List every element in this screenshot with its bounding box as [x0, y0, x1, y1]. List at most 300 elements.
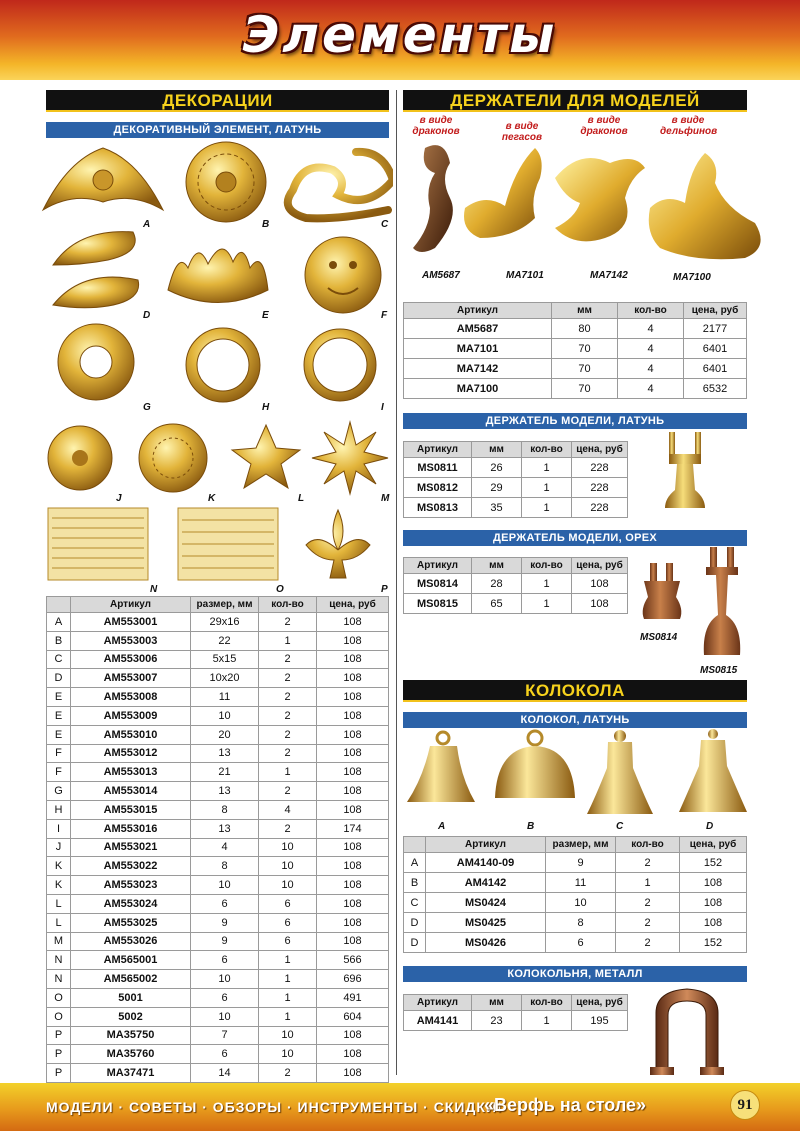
- table-cell: 6401: [684, 359, 747, 379]
- item-label-j: J: [116, 493, 122, 504]
- table-cell: AM4140-09: [426, 853, 546, 873]
- table-cell: 6: [191, 988, 259, 1007]
- table-cell: F: [47, 763, 71, 782]
- item-label-f: F: [381, 310, 388, 321]
- table-cell: C: [47, 650, 71, 669]
- table-cell: 1: [616, 873, 680, 893]
- table-cell: AM553015: [71, 800, 191, 819]
- table-cell: 23: [472, 1011, 522, 1031]
- table-cell: K: [47, 876, 71, 895]
- table-cell: MS0815: [404, 594, 472, 614]
- bells-gallery: [405, 728, 750, 820]
- table-cell: AM565001: [71, 951, 191, 970]
- table-cell: AM553023: [71, 876, 191, 895]
- col-header-qty: кол-во: [522, 442, 572, 458]
- table-cell: 11: [546, 873, 616, 893]
- brass-holder-price-table: [403, 441, 628, 518]
- table-cell: 195: [572, 1011, 628, 1031]
- table-cell: 1: [259, 970, 317, 989]
- table-cell: MS0814: [404, 574, 472, 594]
- table-cell: 108: [317, 782, 389, 801]
- table-cell: L: [47, 894, 71, 913]
- table-cell: 108: [680, 913, 747, 933]
- item-e-crown: [168, 249, 268, 303]
- brass-holder-subheader: ДЕРЖАТЕЛЬ МОДЕЛИ, ЛАТУНЬ: [403, 413, 747, 429]
- col-header-mm: мм: [472, 995, 522, 1011]
- table-cell: 1: [522, 574, 572, 594]
- table-cell: 108: [317, 725, 389, 744]
- table-cell: 2: [616, 853, 680, 873]
- table-cell: MS0426: [426, 933, 546, 953]
- item-f-lion-head: [305, 237, 381, 313]
- table-cell: 108: [317, 744, 389, 763]
- table-cell: 14: [191, 1064, 259, 1083]
- table-cell: H: [47, 800, 71, 819]
- table-row: [47, 932, 389, 951]
- table-cell: 28: [472, 574, 522, 594]
- col-header-article: Артикул: [404, 995, 472, 1011]
- table-cell: A: [404, 853, 426, 873]
- col-header-price: цена, руб: [572, 995, 628, 1011]
- table-cell: AM553010: [71, 725, 191, 744]
- table-cell: MS0812: [404, 478, 472, 498]
- section-holders-header: ДЕРЖАТЕЛИ ДЛЯ МОДЕЛЕЙ: [403, 90, 747, 112]
- table-cell: 6: [259, 894, 317, 913]
- bells-price-table: [403, 836, 747, 953]
- table-cell: E: [47, 706, 71, 725]
- table-cell: 2: [259, 1064, 317, 1083]
- table-cell: 6: [191, 951, 259, 970]
- col-header-mm: мм: [472, 558, 522, 574]
- table-cell: 7: [191, 1026, 259, 1045]
- bell-label-b: B: [527, 821, 535, 832]
- item-d-scroll-pair: [53, 232, 139, 308]
- walnut-holder-subheader: ДЕРЖАТЕЛЬ МОДЕЛИ, ОРЕХ: [403, 530, 747, 546]
- table-cell: 9: [546, 853, 616, 873]
- table-cell: AM553025: [71, 913, 191, 932]
- belfry-image: [650, 985, 725, 1077]
- table-cell: AM553009: [71, 706, 191, 725]
- table-cell: 566: [317, 951, 389, 970]
- table-row: [404, 379, 747, 399]
- table-cell: L: [47, 913, 71, 932]
- table-cell: 20: [191, 725, 259, 744]
- table-cell: AM565002: [71, 970, 191, 989]
- table-cell: 6: [191, 1045, 259, 1064]
- table-cell: 108: [317, 894, 389, 913]
- table-row: [47, 613, 389, 632]
- table-row: [404, 594, 628, 614]
- table-cell: 6532: [684, 379, 747, 399]
- item-label-k: K: [208, 493, 216, 504]
- table-cell: 70: [552, 339, 618, 359]
- item-label-g: G: [143, 402, 151, 413]
- table-row: [47, 650, 389, 669]
- table-cell: AM553001: [71, 613, 191, 632]
- col-header-price: цена, руб: [684, 303, 747, 319]
- table-cell: MS0425: [426, 913, 546, 933]
- table-row: [47, 688, 389, 707]
- bell-label-d: D: [706, 821, 714, 832]
- table-cell: 108: [572, 594, 628, 614]
- table-cell: 2: [259, 669, 317, 688]
- table-cell: 108: [317, 857, 389, 876]
- table-cell: B: [47, 631, 71, 650]
- item-l-star: [232, 425, 300, 488]
- table-cell: 10: [259, 876, 317, 895]
- table-cell: 1: [259, 763, 317, 782]
- item-label-b: B: [262, 219, 270, 230]
- item-label-o: O: [276, 584, 284, 595]
- table-cell: 108: [317, 650, 389, 669]
- table-cell: AM553008: [71, 688, 191, 707]
- item-label-i: I: [381, 402, 384, 413]
- table-cell: 9: [191, 932, 259, 951]
- walnut-holder-images: [630, 545, 760, 665]
- bell-b: [495, 731, 575, 798]
- table-row: [47, 819, 389, 838]
- table-cell: A: [47, 613, 71, 632]
- table-cell: 152: [680, 933, 747, 953]
- col-header-article: Артикул: [71, 597, 191, 613]
- table-row: [47, 857, 389, 876]
- table-cell: 4: [618, 359, 684, 379]
- table-cell: 108: [572, 574, 628, 594]
- item-j-flower-cap: [48, 426, 112, 490]
- walnut-holder-small: [643, 563, 682, 619]
- table-cell: 80: [552, 319, 618, 339]
- table-cell: 2: [259, 782, 317, 801]
- table-row: [47, 1007, 389, 1026]
- col-header-price: цена, руб: [317, 597, 389, 613]
- table-row: [47, 876, 389, 895]
- col-header-price: цена, руб: [572, 442, 628, 458]
- bell-d: [679, 729, 747, 812]
- table-cell: 6: [546, 933, 616, 953]
- table-cell: 29: [472, 478, 522, 498]
- table-row: [47, 706, 389, 725]
- table-cell: 10: [191, 876, 259, 895]
- table-cell: D: [404, 913, 426, 933]
- table-cell: 108: [317, 800, 389, 819]
- table-cell: 2: [259, 725, 317, 744]
- walnut-label-ms0814: MS0814: [640, 632, 678, 643]
- table-cell: O: [47, 1007, 71, 1026]
- item-label-d: D: [143, 310, 151, 321]
- item-label-a: A: [143, 219, 151, 230]
- col-header-article: Артикул: [404, 442, 472, 458]
- table-cell: 29x16: [191, 613, 259, 632]
- table-cell: 108: [317, 876, 389, 895]
- table-row: [47, 725, 389, 744]
- walnut-label-ms0815: MS0815: [700, 665, 738, 676]
- table-row: [47, 894, 389, 913]
- col-header-qty: кол-во: [522, 558, 572, 574]
- table-cell: 35: [472, 498, 522, 518]
- section-decorations-header: ДЕКОРАЦИИ: [46, 90, 389, 112]
- table-cell: AM553012: [71, 744, 191, 763]
- table-cell: K: [47, 857, 71, 876]
- table-cell: 10: [191, 1007, 259, 1026]
- table-cell: D: [404, 933, 426, 953]
- col-header-letter: [47, 597, 71, 613]
- holder-code-3: MA7142: [590, 270, 628, 281]
- table-row: [47, 970, 389, 989]
- table-row: [47, 1064, 389, 1083]
- col-header-qty: кол-во: [522, 995, 572, 1011]
- holder-caption-1: в виде драконов: [412, 115, 460, 137]
- table-cell: MS0813: [404, 498, 472, 518]
- table-cell: 6: [191, 894, 259, 913]
- table-cell: AM553021: [71, 838, 191, 857]
- holder-caption-2: в виде пегасов: [501, 121, 543, 143]
- table-row: [404, 913, 747, 933]
- table-cell: 108: [317, 838, 389, 857]
- table-cell: 696: [317, 970, 389, 989]
- table-cell: 1: [522, 1011, 572, 1031]
- holder-dragon-bronze: [413, 145, 453, 252]
- table-cell: 10: [259, 1045, 317, 1064]
- table-cell: 1: [259, 1007, 317, 1026]
- table-cell: 5001: [71, 988, 191, 1007]
- table-cell: 4: [259, 800, 317, 819]
- col-header-article: Артикул: [404, 303, 552, 319]
- col-header-qty: кол-во: [616, 837, 680, 853]
- item-m-star: [312, 422, 388, 494]
- table-row: [404, 359, 747, 379]
- table-cell: 2177: [684, 319, 747, 339]
- table-cell: 6401: [684, 339, 747, 359]
- table-cell: 108: [317, 688, 389, 707]
- holders-price-table: [403, 302, 747, 399]
- item-label-c: C: [381, 219, 389, 230]
- table-row: [47, 951, 389, 970]
- table-cell: 2: [259, 819, 317, 838]
- table-cell: MA35760: [71, 1045, 191, 1064]
- table-cell: 2: [259, 613, 317, 632]
- table-cell: 604: [317, 1007, 389, 1026]
- column-divider: [396, 90, 397, 1075]
- table-cell: 174: [317, 819, 389, 838]
- col-header-price: цена, руб: [680, 837, 747, 853]
- table-cell: 1: [522, 498, 572, 518]
- footer-tagline: МОДЕЛИ · СОВЕТЫ · ОБЗОРЫ · ИНСТРУМЕНТЫ · СКИДКИ!: [46, 1099, 503, 1115]
- table-cell: 4: [618, 339, 684, 359]
- table-cell: 13: [191, 819, 259, 838]
- table-cell: E: [47, 688, 71, 707]
- table-row: [404, 498, 628, 518]
- table-cell: D: [47, 669, 71, 688]
- holder-code-1: AM5687: [422, 270, 460, 281]
- table-cell: AM4141: [404, 1011, 472, 1031]
- table-row: [404, 893, 747, 913]
- table-cell: AM5687: [404, 319, 552, 339]
- table-cell: E: [47, 725, 71, 744]
- table-cell: 10: [191, 970, 259, 989]
- table-row: [404, 319, 747, 339]
- table-cell: AM4142: [426, 873, 546, 893]
- table-cell: 13: [191, 782, 259, 801]
- table-cell: 152: [680, 853, 747, 873]
- table-cell: 8: [546, 913, 616, 933]
- table-row: [47, 631, 389, 650]
- table-cell: 108: [680, 893, 747, 913]
- holder-dragon-gold: [555, 158, 645, 241]
- table-cell: 108: [317, 1026, 389, 1045]
- item-label-n: N: [150, 584, 158, 595]
- table-cell: M: [47, 932, 71, 951]
- table-cell: 8: [191, 800, 259, 819]
- table-cell: 13: [191, 744, 259, 763]
- table-row: [404, 339, 747, 359]
- item-c-scroll: [288, 152, 393, 218]
- item-label-e: E: [262, 310, 269, 321]
- table-cell: P: [47, 1045, 71, 1064]
- table-cell: 6: [259, 913, 317, 932]
- col-header-letter: [404, 837, 426, 853]
- table-cell: O: [47, 988, 71, 1007]
- col-header-qty: кол-во: [618, 303, 684, 319]
- table-row: [404, 478, 628, 498]
- item-p-fleur-de-lis: [306, 510, 370, 578]
- table-cell: 9: [191, 913, 259, 932]
- table-cell: 1: [259, 988, 317, 1007]
- col-header-article: Артикул: [404, 558, 472, 574]
- table-cell: 2: [259, 744, 317, 763]
- bells-brass-subheader: КОЛОКОЛ, ЛАТУНЬ: [403, 712, 747, 728]
- bell-a: [407, 732, 475, 802]
- table-cell: 65: [472, 594, 522, 614]
- table-cell: C: [404, 893, 426, 913]
- section-bells-header: КОЛОКОЛА: [403, 680, 747, 702]
- table-cell: 70: [552, 359, 618, 379]
- item-h-ring: [186, 328, 260, 402]
- holders-gallery: [405, 138, 777, 270]
- table-row: [47, 913, 389, 932]
- table-cell: 2: [259, 650, 317, 669]
- bell-label-c: C: [616, 821, 624, 832]
- table-cell: MS0811: [404, 458, 472, 478]
- table-cell: AM553022: [71, 857, 191, 876]
- col-header-mm: мм: [552, 303, 618, 319]
- table-cell: B: [404, 873, 426, 893]
- table-cell: 108: [680, 873, 747, 893]
- table-row: [47, 988, 389, 1007]
- table-cell: 70: [552, 379, 618, 399]
- table-cell: J: [47, 838, 71, 857]
- col-header-mm: мм: [472, 442, 522, 458]
- table-cell: MA7101: [404, 339, 552, 359]
- table-row: [47, 669, 389, 688]
- table-row: [404, 873, 747, 893]
- table-cell: 2: [259, 688, 317, 707]
- col-header-article: Артикул: [426, 837, 546, 853]
- table-row: [404, 933, 747, 953]
- table-cell: 4: [191, 838, 259, 857]
- walnut-holder-price-table: [403, 557, 628, 614]
- table-cell: AM553016: [71, 819, 191, 838]
- table-cell: 5x15: [191, 650, 259, 669]
- table-cell: 108: [317, 913, 389, 932]
- holder-code-4: MA7100: [673, 272, 711, 283]
- holder-code-2: MA7101: [506, 270, 544, 281]
- item-label-m: M: [381, 493, 390, 504]
- table-cell: MA37471: [71, 1064, 191, 1083]
- table-cell: 1: [522, 594, 572, 614]
- table-cell: 4: [618, 379, 684, 399]
- table-row: [47, 1026, 389, 1045]
- table-cell: 108: [317, 706, 389, 725]
- item-n-letters-sheet: [48, 508, 148, 580]
- table-row: [404, 1011, 628, 1031]
- col-header-price: цена, руб: [572, 558, 628, 574]
- table-cell: MS0424: [426, 893, 546, 913]
- table-cell: 2: [616, 893, 680, 913]
- table-cell: 108: [317, 669, 389, 688]
- table-cell: G: [47, 782, 71, 801]
- table-cell: AM553013: [71, 763, 191, 782]
- item-label-l: L: [298, 493, 305, 504]
- page-title: Элементы: [242, 6, 558, 64]
- belfry-price-table: [403, 994, 628, 1031]
- table-cell: 108: [317, 932, 389, 951]
- table-cell: 108: [317, 1045, 389, 1064]
- footer-brand: «Верфь на столе»: [484, 1095, 647, 1115]
- table-row: [47, 744, 389, 763]
- item-a-ornament: [43, 148, 163, 210]
- holder-pegasus-gold: [464, 148, 542, 238]
- bell-c: [587, 730, 653, 814]
- item-k-rosette-cap: [139, 424, 207, 492]
- table-cell: AM553026: [71, 932, 191, 951]
- item-b-rosette: [186, 142, 266, 222]
- table-cell: MA7142: [404, 359, 552, 379]
- table-row: [404, 853, 747, 873]
- table-cell: 6: [259, 932, 317, 951]
- table-cell: N: [47, 951, 71, 970]
- table-cell: 22: [191, 631, 259, 650]
- table-cell: 10: [259, 857, 317, 876]
- table-cell: 2: [259, 706, 317, 725]
- item-label-h: H: [262, 402, 270, 413]
- table-cell: 1: [522, 478, 572, 498]
- table-row: [404, 458, 628, 478]
- table-row: [47, 782, 389, 801]
- holder-caption-3: в виде драконов: [580, 115, 628, 137]
- table-cell: 21: [191, 763, 259, 782]
- table-cell: 228: [572, 498, 628, 518]
- table-cell: P: [47, 1026, 71, 1045]
- table-cell: 108: [317, 763, 389, 782]
- item-o-letters-sheet: [178, 508, 278, 580]
- table-cell: AM553007: [71, 669, 191, 688]
- holder-dolphin-gold: [649, 153, 761, 259]
- table-cell: 2: [616, 913, 680, 933]
- table-cell: 228: [572, 458, 628, 478]
- item-label-p: P: [381, 584, 388, 595]
- table-row: [47, 763, 389, 782]
- table-cell: 1: [259, 951, 317, 970]
- bell-label-a: A: [438, 821, 446, 832]
- table-cell: 4: [618, 319, 684, 339]
- item-g-ring: [58, 324, 134, 400]
- table-cell: AM553006: [71, 650, 191, 669]
- decor-items-gallery: [38, 140, 393, 595]
- table-cell: 10x20: [191, 669, 259, 688]
- table-row: [404, 574, 628, 594]
- holder-caption-4: в виде дельфинов: [660, 115, 718, 137]
- table-cell: AM553014: [71, 782, 191, 801]
